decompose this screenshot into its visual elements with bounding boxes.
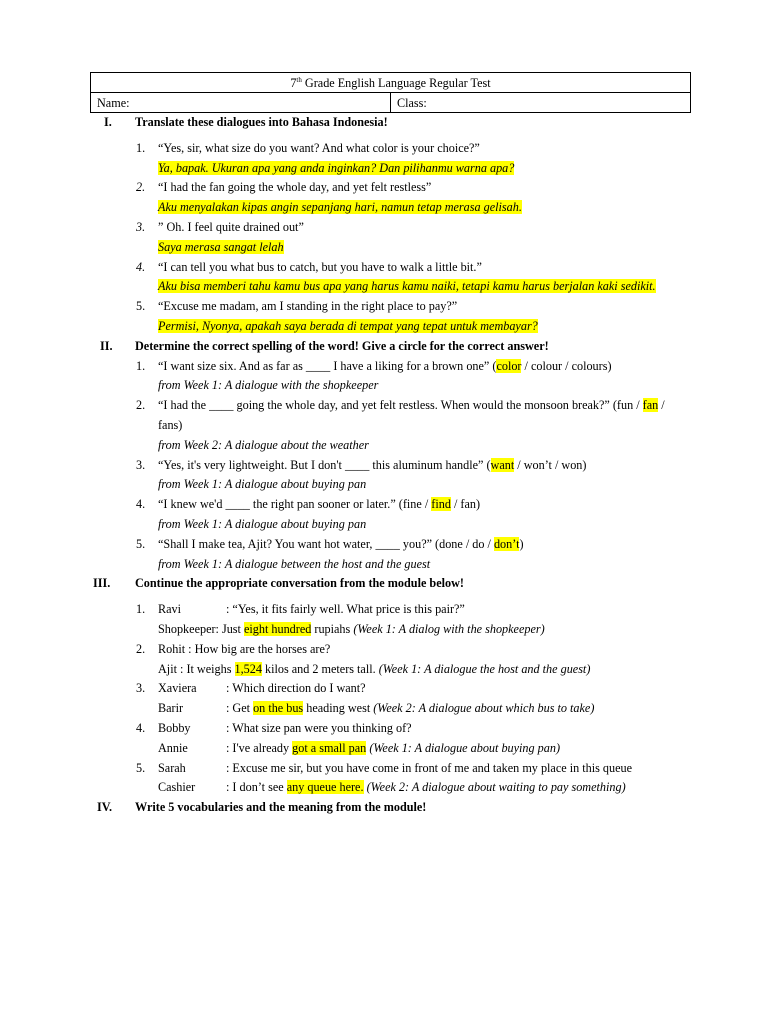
list-item: 3. Xaviera : Which direction do I want? Barir : Get on the bus heading west (Week 2: A dialogue about which bus to take) [136, 681, 595, 716]
section-3-list [136, 600, 676, 798]
list-item: 1. Ravi : “Yes, it fits fairly well. What price is this pair?” Shopkeeper: Just eight hundred rupiahs (Week 1: A dialog with the shopkeeper) [136, 602, 545, 636]
list-item: 5. “Excuse me madam, am I standing in the right place to pay?” Permisi, Nyonya, apakah saya berada di tempat yang tepat untuk membayar? [136, 299, 538, 333]
name-field[interactable]: Name: [91, 93, 391, 113]
answer-highlight[interactable]: fan [642, 398, 659, 413]
list-item: 2. “I had the ____ going the whole day, and yet felt restless. When would the monsoon break?” (fun / fan / fans) from Week 2: A dialogue about the weather [136, 398, 665, 452]
test-title: 7th Grade English Language Regular Test [91, 73, 691, 93]
list-item: 5. “Shall I make tea, Ajit? You want hot water, ____ you?” (done / do / don’t) from Week 1: A dialogue between the host and the guest [136, 536, 524, 571]
header-table [90, 72, 691, 113]
section-4-heading: IV. Write 5 vocabularies and the meaning from the module! [97, 800, 427, 815]
section-2-list [136, 357, 676, 575]
test-page [90, 72, 691, 818]
answer-highlight[interactable]: don’t [493, 536, 520, 551]
class-field[interactable]: Class: [391, 93, 691, 113]
list-item: 2. Rohit : How big are the horses are? Ajit : It weighs 1,524 kilos and 2 meters tall. (Week 1: A dialogue the host and the guest) [136, 641, 591, 676]
list-item: 1. “Yes, sir, what size do you want? And what color is your choice?” Ya, bapak. Ukuran apa yang anda inginkan? Dan pilihanmu warna apa? [136, 140, 515, 175]
list-item: 5. Sarah : Excuse me sir, but you have come in front of me and taken my place in this queue Cashier : I don’t see any queue here. (Week 2: A dialogue about waiting to pay something) [136, 760, 632, 795]
section-1-list [136, 139, 676, 337]
list-item: 3. ” Oh. I feel quite drained out” Saya merasa sangat lelah [136, 219, 304, 254]
answer-highlight[interactable]: color [496, 358, 522, 373]
section-3-heading: III. Continue the appropriate conversation from the module below! [93, 576, 464, 591]
list-item: 4. “I knew we'd ____ the right pan sooner or later.” (fine / find / fan) from Week 1: A dialogue about buying pan [136, 497, 481, 531]
list-item: 4. Bobby : What size pan were you thinking of? Annie : I've already got a small pan (Week 1: A dialogue about buying pan) [136, 720, 561, 755]
list-item: 3. “Yes, it's very lightweight. But I don't ____ this aluminum handle” (want / won’t / won) from Week 1: A dialogue about buying pan [136, 457, 587, 492]
section-2-heading: II. Determine the correct spelling of the word! Give a circle for the correct answer! [100, 338, 549, 353]
list-item: 4. “I can tell you what bus to catch, but you have to walk a little bit.” Aku bisa memberi tahu kamu bus apa yang harus kamu naiki, tetapi kamu harus berjalan kaki sedikit. [136, 259, 656, 294]
answer-highlight[interactable]: find [431, 497, 451, 512]
section-1-heading: I. Translate these dialogues into Bahasa Indonesia! [104, 115, 388, 129]
answer-highlight[interactable]: want [490, 457, 515, 472]
list-item: 2. “I had the fan going the whole day, and yet felt restless” Aku menyalakan kipas angin sepanjang hari, namun tetap merasa gelisah. [136, 180, 522, 215]
list-item: 1. “I want size six. And as far as ____ I have a liking for a brown one” (color / colour / colours) from Week 1: A dialogue with the shopkeeper [136, 358, 612, 393]
